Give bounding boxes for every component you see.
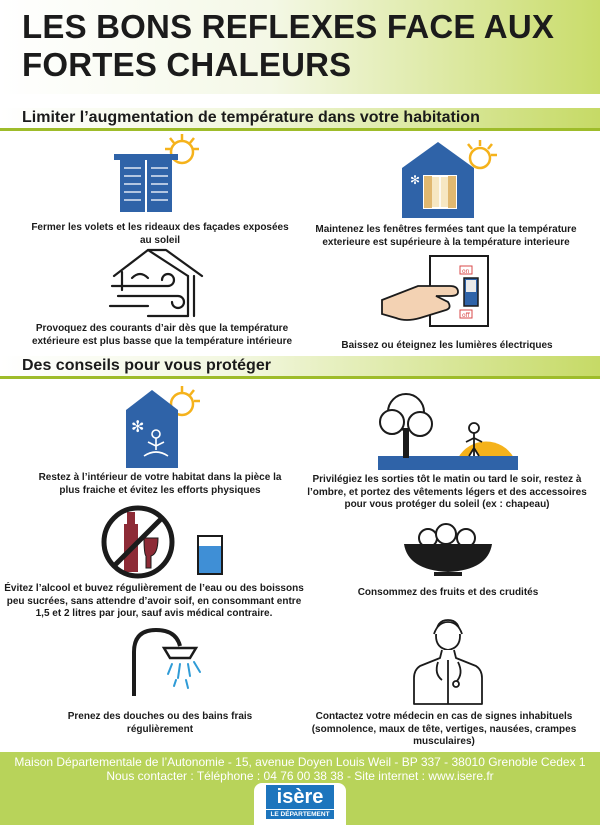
switch-off-label: off: [462, 312, 470, 319]
svg-text:✻: ✻: [131, 417, 145, 436]
caption-go-out: Privilégiez les sorties tôt le matin ou tard le soir, restez à l’ombre, et portez des vêtements légers et des accessoires pour vous protéger du soleil (ex : chapeau): [307, 474, 587, 510]
caption-doctor: Contactez votre médecin en cas de signes inhabituels (somnolence, maux de tête, vertiges, nausées, crampes musculaires): [311, 711, 577, 747]
caption-shower: Prenez des douches ou des bains frais régulièrement: [67, 711, 253, 735]
section-title: Des conseils pour vous protéger: [22, 357, 271, 374]
light-switch-icon: [378, 252, 496, 330]
caption-fruits: Consommez des fruits et des crudités: [357, 587, 539, 598]
closed-window-house-icon: [398, 138, 508, 220]
caption-shutters: Fermer les volets et les rideaux des façades exposées au soleil: [31, 222, 289, 246]
section-header-protection: [0, 356, 600, 376]
logo-word: isère: [266, 785, 334, 809]
caption-water: Évitez l’alcool et buvez régulièrement de l’eau ou des boissons peu sucrées, sans attendre d’avoir soif, en consommant entre 1,5 et 2 litres par jour, sauf avis médical contraire.: [4, 583, 304, 619]
section-title: Limiter l’augmentation de température dans votre habitation: [22, 109, 480, 126]
section-divider: [0, 376, 600, 379]
footer-contact: Nous contacter : Téléphone : 04 76 00 38 38 - Site internet : www.isere.fr: [106, 769, 494, 783]
house-meditation-icon: [120, 384, 220, 470]
svg-text:✻: ✻: [410, 173, 421, 187]
tree-sunset-icon: [378, 386, 518, 470]
header-banner: [0, 0, 600, 94]
caption-windows: Maintenez les fenêtres fermées tant que la température exterieure est supérieure à la température interieure: [315, 224, 577, 248]
shutters-sun-icon: [110, 132, 210, 214]
no-alcohol-water-icon: [98, 502, 230, 582]
shower-icon: [120, 622, 220, 698]
caption-airflow: Provoquez des courants d’air dès que la température extérieure est plus basse que la température intérieure: [31, 323, 293, 347]
fruit-bowl-icon: [398, 520, 498, 576]
footer-address: Maison Départementale de l’Autonomie - 15, avenue Doyen Louis Weil - BP 337 - 38010 Grenoble Cedex 1: [14, 755, 586, 769]
section-header-habitation: [0, 108, 600, 128]
isere-logo: [254, 783, 346, 825]
page-title: LES BONS REFLEXES FACE AUX FORTES CHALEURS: [22, 8, 555, 83]
section-divider: [0, 128, 600, 131]
doctor-icon: [408, 614, 488, 706]
switch-on-label: on: [462, 268, 470, 275]
house-airflow-icon: [108, 246, 210, 320]
caption-lights: Baissez ou éteignez les lumières électriques: [341, 340, 553, 351]
caption-stay-inside: Restez à l’intérieur de votre habitat dans la pièce la plus fraiche et évitez les efforts physiques: [38, 472, 282, 496]
logo-subtitle: LE DÉPARTEMENT: [266, 809, 334, 819]
